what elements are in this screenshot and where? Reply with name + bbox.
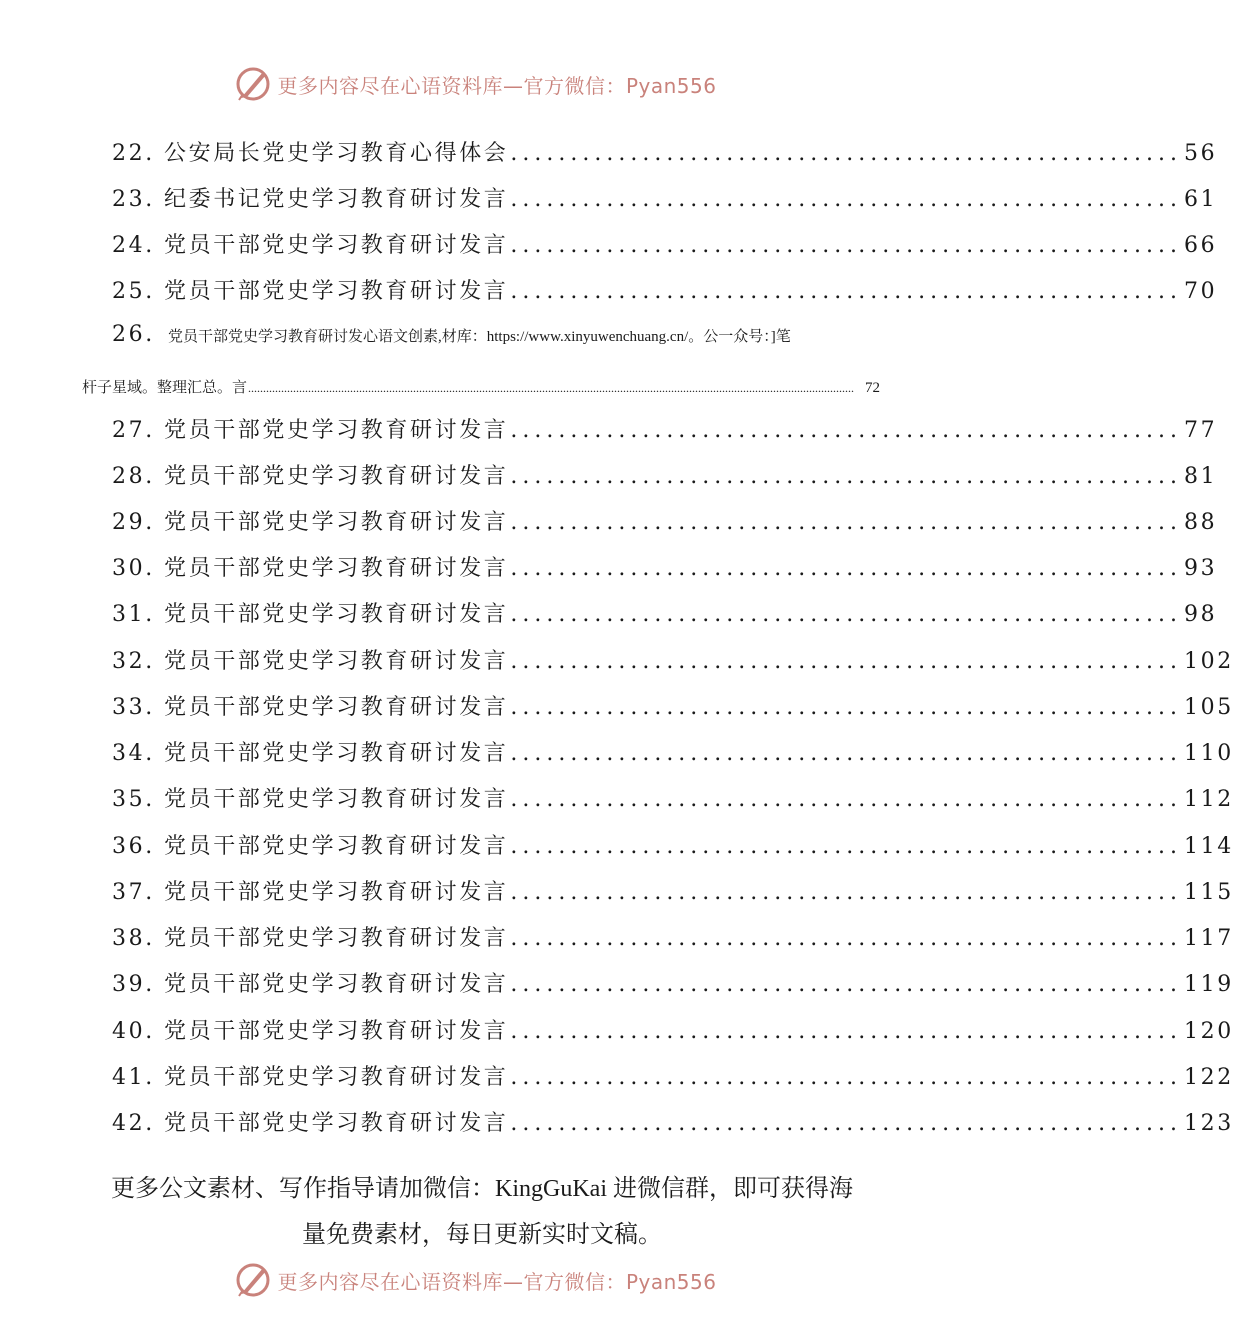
toc-title: 党员干部党史学习教育研讨发言 (164, 695, 509, 720)
toc-title: 党员干部党史学习教育研讨发言 (164, 1111, 509, 1136)
toc-title: 党员干部党史学习教育研讨发言 (164, 279, 509, 304)
toc-leader-dots: ........................................................ (510, 1065, 1183, 1090)
toc-leader-dots: .......................................................................................................................................................................................................... (248, 381, 855, 395)
toc-title: 党员干部党史学习教育研讨发言 (164, 418, 509, 443)
toc-leader-dots: ........................................................ (510, 233, 1183, 258)
toc-item[interactable] (112, 690, 1234, 722)
toc-page-number: 66 (1184, 233, 1218, 258)
toc-number: 29. (112, 510, 155, 535)
toc-number: 39. (112, 972, 155, 997)
toc-title: 党员干部党史学习教育研讨发言 (164, 464, 509, 489)
toc-title: 党员干部党史学习教育研讨发言 (164, 926, 509, 951)
quill-logo-icon (233, 64, 273, 104)
toc-title: 党员干部党史学习教育研讨发言 (164, 602, 509, 627)
toc-page-number: 72 (865, 380, 880, 396)
toc-number: 30. (112, 556, 155, 581)
toc-title: 党员干部党史学习教育研讨发言 (164, 880, 509, 905)
toc-number: 23. (112, 187, 155, 212)
toc-page-number: 105 (1184, 695, 1234, 720)
toc-number: 42. (112, 1111, 155, 1136)
toc-page-number: 123 (1184, 1111, 1234, 1136)
toc-item[interactable] (112, 228, 1218, 260)
toc-page-number: 81 (1184, 464, 1218, 489)
toc-page-number: 88 (1184, 510, 1218, 535)
toc-number: 31. (112, 602, 155, 627)
toc-title: 党员干部党史学习教育研讨发言 (164, 972, 509, 997)
toc-item[interactable] (112, 1014, 1234, 1046)
toc-leader-dots: ........................................................ (510, 695, 1183, 720)
toc-number: 38. (112, 926, 155, 951)
toc-page-number: 70 (1184, 279, 1218, 304)
toc-title: 党员干部党史学习教育研讨发言 (164, 233, 509, 258)
toc-item[interactable] (112, 459, 1218, 491)
toc-item[interactable] (112, 597, 1218, 629)
toc-leader-dots: ........................................................ (510, 741, 1183, 766)
toc-number: 37. (112, 880, 155, 905)
toc-item[interactable] (112, 829, 1234, 861)
toc-number: 36. (112, 834, 155, 859)
toc-leader-dots: ........................................................ (510, 787, 1183, 812)
toc-item-26-line1[interactable] (112, 322, 882, 347)
toc-title: 党员干部党史学习教育研讨发言 (164, 1065, 509, 1090)
banner-text: 更多内容尽在心语资料库—官方微信：Pyan556 (277, 73, 717, 98)
toc-number: 26. (112, 322, 155, 347)
toc-leader-dots: ........................................................ (510, 972, 1183, 997)
toc-item[interactable] (112, 1106, 1234, 1138)
toc-page-number: 115 (1184, 880, 1234, 905)
toc-leader-dots: ........................................................ (510, 649, 1183, 674)
toc-page-number: 114 (1184, 834, 1234, 859)
toc-number: 33. (112, 695, 155, 720)
toc-number: 40. (112, 1019, 155, 1044)
toc-title: 党员干部党史学习教育研讨发言 (164, 649, 509, 674)
toc-page-number: 102 (1184, 649, 1234, 674)
toc-leader-dots: ........................................................ (510, 187, 1183, 212)
toc-page-number: 112 (1184, 787, 1234, 812)
toc-title-continued: 杆子星域。整理汇总。言 (82, 380, 248, 396)
toc-item[interactable] (112, 1060, 1234, 1092)
toc-leader-dots: ........................................................ (510, 141, 1183, 166)
toc-leader-dots: ........................................................ (510, 602, 1183, 627)
toc-number: 24. (112, 233, 155, 258)
promo-note-line1: 更多公文素材、写作指导请加微信：KingGuKai 进微信群，即可获得海 (111, 1176, 853, 1202)
toc-leader-dots: ........................................................ (510, 880, 1183, 905)
header-banner (0, 62, 950, 106)
toc-title: 公安局长党史学习教育心得体会 (164, 141, 509, 166)
toc-leader-dots: ........................................................ (510, 510, 1183, 535)
toc-number: 35. (112, 787, 155, 812)
promo-note-line2: 量免费素材，每日更新实时文稿。 (302, 1222, 662, 1248)
toc-number: 34. (112, 741, 155, 766)
toc-leader-dots: ........................................................ (510, 418, 1183, 443)
toc-number: 28. (112, 464, 155, 489)
toc-page-number: 77 (1184, 418, 1218, 443)
toc-page-number: 122 (1184, 1065, 1234, 1090)
banner-text: 更多内容尽在心语资料库—官方微信：Pyan556 (277, 1269, 717, 1294)
toc-page-number: 61 (1184, 187, 1218, 212)
toc-item[interactable] (112, 413, 1218, 445)
toc-page-number: 110 (1184, 741, 1234, 766)
toc-number: 32. (112, 649, 155, 674)
toc-title: 纪委书记党史学习教育研讨发言 (164, 187, 509, 212)
toc-page-number: 56 (1184, 141, 1218, 166)
toc-item[interactable] (112, 736, 1234, 768)
toc-title: 党员干部党史学习教育研讨发言 (164, 556, 509, 581)
footer-banner (0, 1258, 950, 1302)
toc-item[interactable] (112, 274, 1218, 306)
toc-leader-dots: ........................................................ (510, 279, 1183, 304)
toc-title: 党员干部党史学习教育研讨发言 (164, 510, 509, 535)
toc-title: 党员干部党史学习教育研讨发言 (164, 787, 509, 812)
toc-page-number: 119 (1184, 972, 1234, 997)
toc-leader-dots: ........................................................ (510, 834, 1183, 859)
toc-item[interactable] (112, 921, 1234, 953)
toc-page-number: 98 (1184, 602, 1218, 627)
toc-number: 41. (112, 1065, 155, 1090)
toc-page-number: 120 (1184, 1019, 1234, 1044)
toc-title: 党员干部党史学习教育研讨发言 (164, 834, 509, 859)
toc-item[interactable] (112, 782, 1234, 814)
toc-item[interactable] (112, 505, 1218, 537)
promo-note (82, 1166, 882, 1258)
toc-page-number: 93 (1184, 556, 1218, 581)
toc-title: 党员干部党史学习教育研讨发心语文创素,材库：https://www.xinyuwenchuang.cn/。公一众号：]笔 (168, 329, 791, 345)
toc-leader-dots: ........................................................ (510, 1111, 1183, 1136)
toc-item[interactable] (112, 136, 1218, 168)
toc-title: 党员干部党史学习教育研讨发言 (164, 1019, 509, 1044)
toc-item[interactable] (112, 182, 1218, 214)
toc-title: 党员干部党史学习教育研讨发言 (164, 741, 509, 766)
toc-number: 27. (112, 418, 155, 443)
toc-item[interactable] (112, 551, 1218, 583)
toc-item[interactable] (112, 644, 1234, 676)
toc-leader-dots: ........................................................ (510, 1019, 1183, 1044)
quill-logo-icon (233, 1260, 273, 1300)
toc-leader-dots: ........................................................ (510, 464, 1183, 489)
toc-item[interactable] (112, 875, 1234, 907)
toc-number: 22. (112, 141, 155, 166)
toc-leader-dots: ........................................................ (510, 926, 1183, 951)
toc-leader-dots: ........................................................ (510, 556, 1183, 581)
toc-page-number: 117 (1184, 926, 1234, 951)
toc-number: 25. (112, 279, 155, 304)
toc-item[interactable] (112, 967, 1234, 999)
toc-item-26-line2[interactable] (82, 376, 880, 397)
